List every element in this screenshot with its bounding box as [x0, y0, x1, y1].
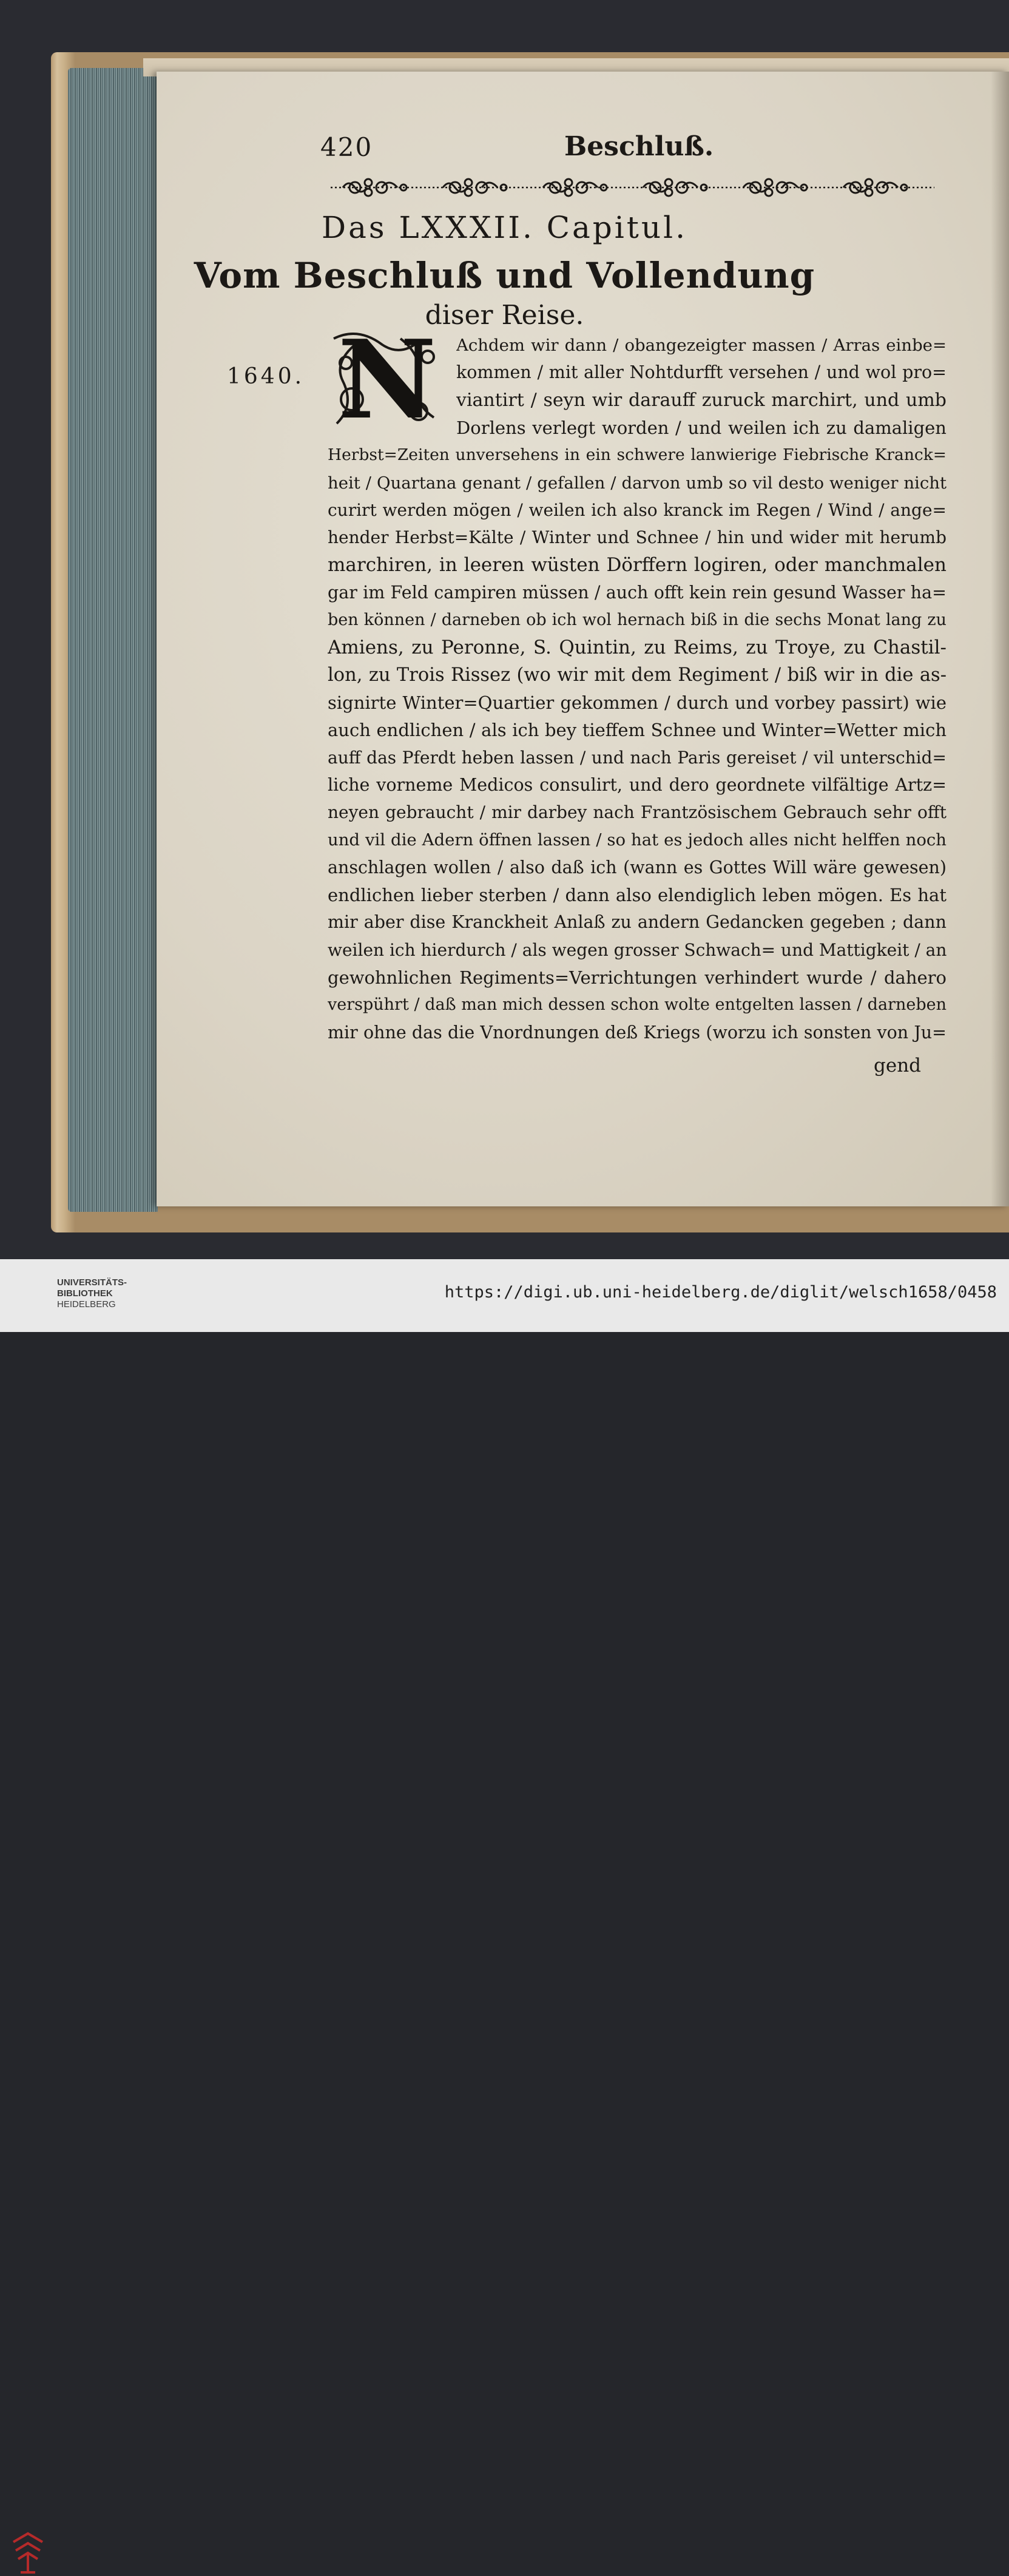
library-logo-text[interactable] [57, 1277, 127, 1310]
logo-line-2: BIBLIOTHEK [57, 1288, 113, 1299]
body-text-line: Achdem wir dann / obangezeigter massen / Arras einbe= [456, 336, 947, 355]
body-text-line: kommen / mit aller Nohtdurfft versehen / und wol pro= [456, 362, 947, 383]
body-text-line: verspührt / daß man mich dessen schon wolte entgelten lassen / darneben [328, 995, 947, 1015]
running-head: Beschluß. [564, 131, 714, 162]
body-text-line: Dorlens verlegt worden / und weilen ich zu damaligen [456, 417, 947, 438]
ornament-border [331, 174, 934, 201]
initial-letter: N [337, 316, 437, 443]
body-text-line: endlichen lieber sterben / dann also elendiglich leben mögen. Es hat [328, 885, 947, 905]
body-text-line: mir ohne das die Vnordnungen deß Kriegs (worzu ich sonsten von Ju= [328, 1022, 947, 1043]
decorated-initial [328, 316, 447, 443]
chapter-title-continued: diser Reise. [425, 300, 584, 331]
page-number: 420 [320, 132, 373, 162]
body-text-line: liche vorneme Medicos consulirt, und dero geordnete vilfältige Artz= [328, 774, 947, 795]
body-text-line: mir aber dise Kranckheit Anlaß zu andern Gedancken gegeben ; dann [328, 912, 947, 933]
logo-line-3: HEIDELBERG [57, 1299, 116, 1310]
body-text-line: lon, zu Trois Rissez (wo wir mit dem Regiment / biß wir in die as- [328, 664, 947, 686]
body-text-line: Amiens, zu Peronne, S. Quintin, zu Reims, zu Troye, zu Chastil- [328, 637, 947, 659]
body-text-line: hender Herbst=Kälte / Winter und Schnee / hin und wider mit herumb [328, 527, 947, 548]
page-url[interactable]: https://digi.ub.uni-heidelberg.de/diglit/welsch1658/0458 [444, 1283, 997, 1302]
logo-line-1: UNIVERSITÄTS- [57, 1277, 127, 1288]
body-text-line: auff das Pferdt heben lassen / und nach Paris gereiset / vil unterschid= [328, 747, 947, 768]
body-text-line: viantirt / seyn wir darauff zuruck marchirt, und umb [456, 389, 947, 411]
body-text-line: gewohnlichen Regiments=Verrichtungen verhindert wurde / dahero [328, 967, 947, 988]
body-text-line: gar im Feld campiren müssen / auch offt kein rein gesund Wasser ha= [328, 582, 947, 603]
catchword: gend [874, 1055, 921, 1077]
body-text-line: auch endlichen / als ich bey tieffem Schnee und Winter=Wetter mich [328, 720, 947, 741]
body-text-line: marchiren, in leeren wüsten Dörffern logiren, oder manchmalen [328, 554, 947, 576]
body-text-line: anschlagen wollen / also daß ich (wann es Gottes Will wäre gewesen) [328, 857, 947, 877]
body-text-line: neyen gebraucht / mir darbey nach Frantzösischem Gebrauch sehr offt [328, 802, 947, 823]
margin-note-year: 1640. [227, 364, 305, 389]
chapter-title: Vom Beschluß und Vollendung [194, 255, 815, 296]
library-logo-icon [10, 2530, 50, 2576]
body-text-line: weilen ich hierdurch / als wegen grosser Schwach= und Mattigkeit / an [328, 939, 947, 960]
body-text-line: heit / Quartana genant / gefallen / darvon umb so vil desto weniger nicht [328, 473, 947, 493]
chapter-number: Das LXXXII. Capitul. [322, 210, 687, 245]
body-text-line: ben können / darneben ob ich wol hernach biß in die sechs Monat lang zu [328, 610, 947, 629]
body-text-line: und vil die Adern öffnen lassen / so hat es jedoch alles nicht helffen noch [328, 830, 947, 850]
body-text-line: signirte Winter=Quartier gekommen / durch und vorbey passirt) wie [328, 692, 947, 713]
scan-background [0, 0, 1009, 1259]
body-text-line: curirt werden mögen / weilen ich also kranck im Regen / Wind / ange= [328, 499, 947, 520]
body-text-line: Herbst=Zeiten unversehens in ein schwere lanwierige Fiebrische Kranck= [328, 445, 947, 465]
